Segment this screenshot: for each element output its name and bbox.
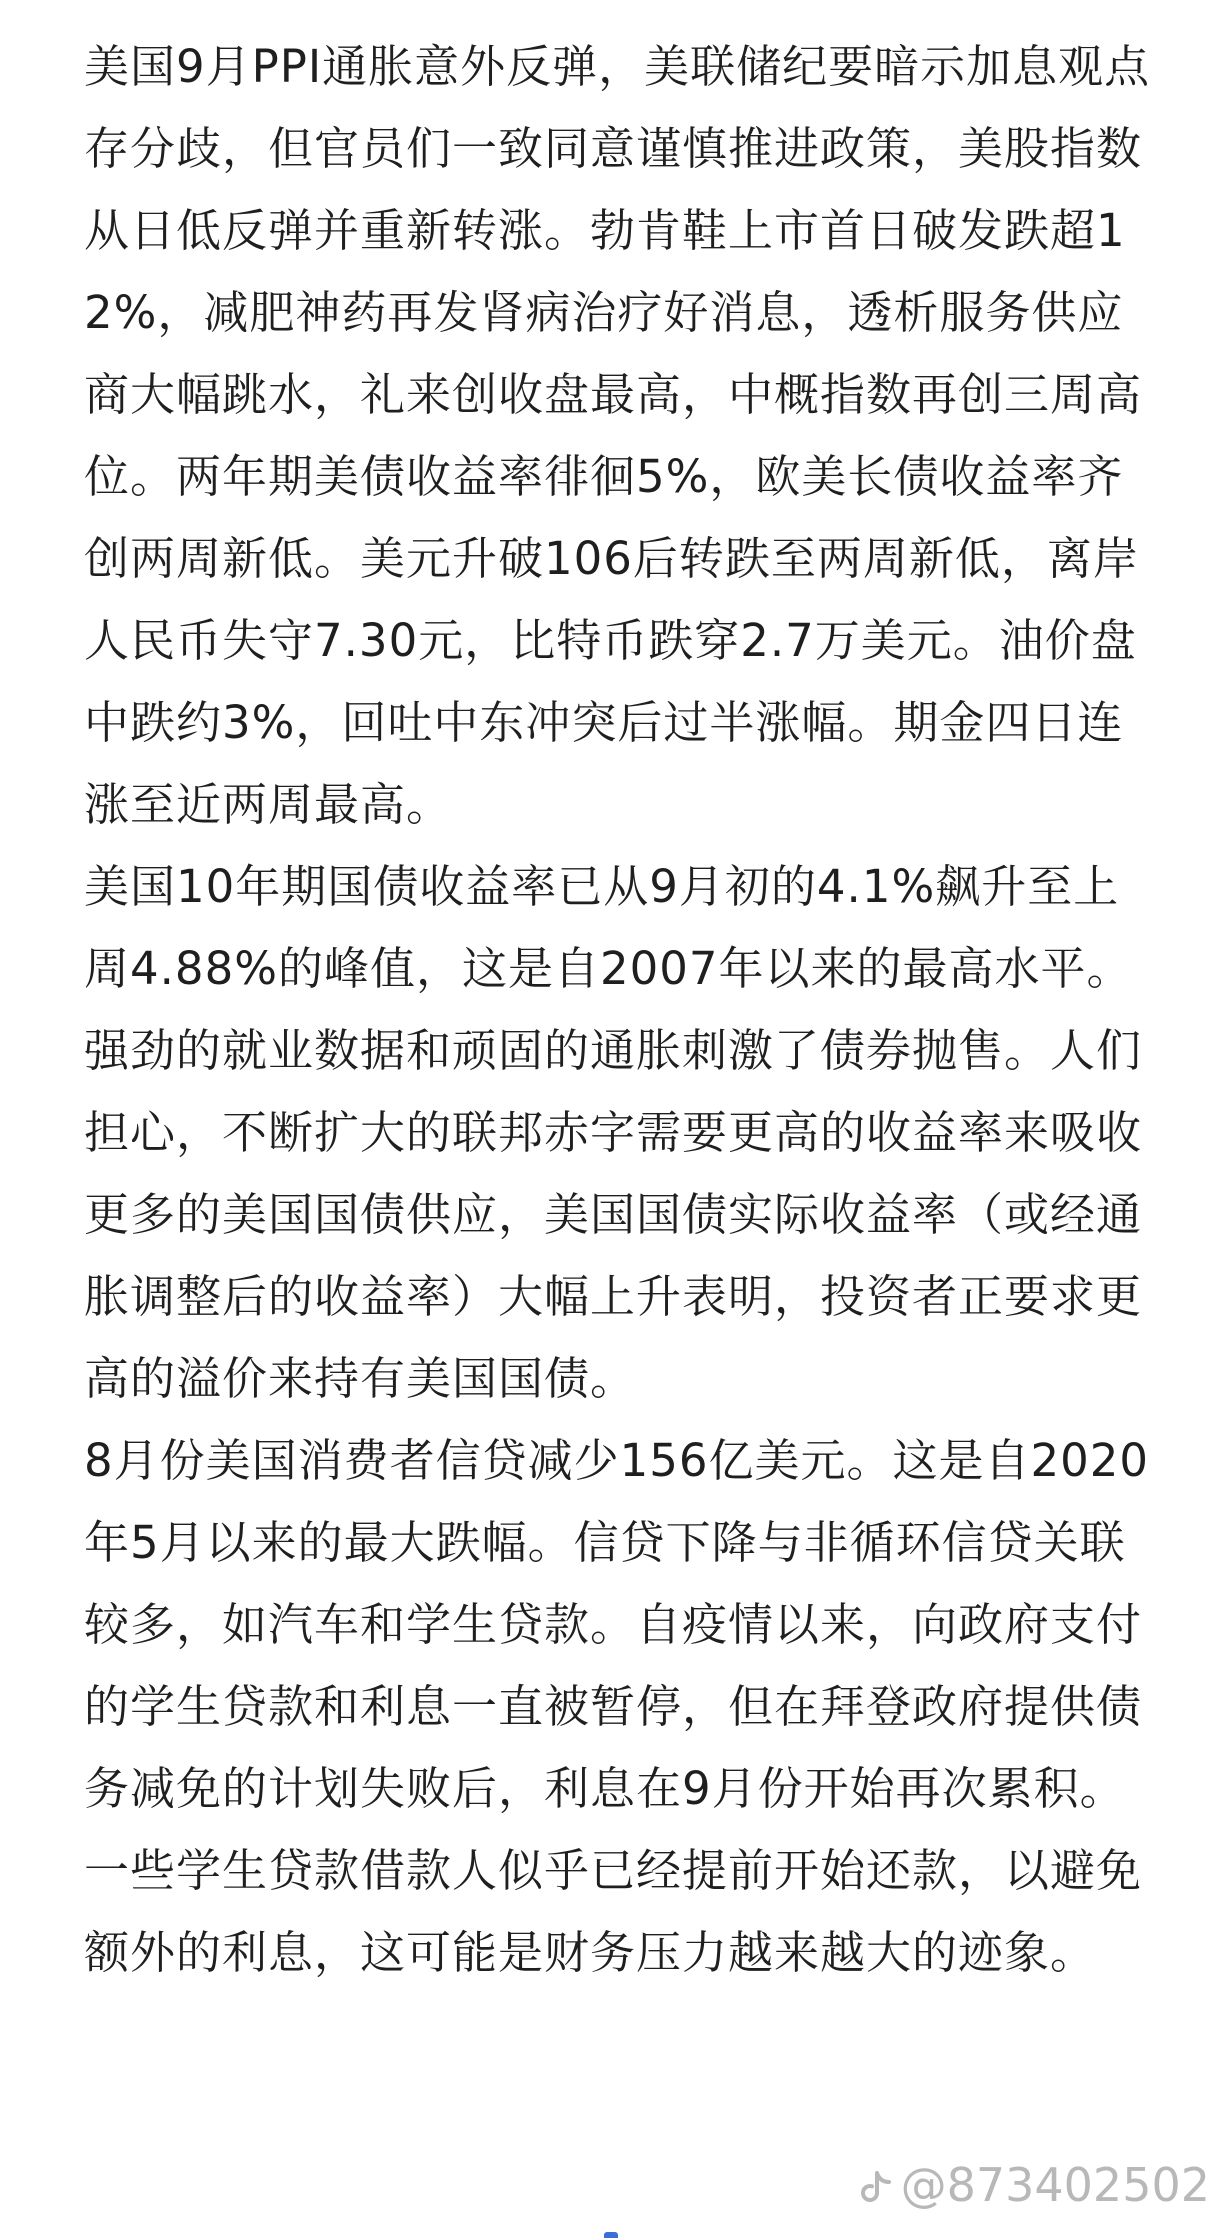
paragraph-market-summary: 美国9月PPI通胀意外反弹，美联储纪要暗示加息观点存分歧，但官员们一致同意谨慎推进政策，美股指数从日低反弹并重新转涨。勃肯鞋上市首日破发跌超12%，减肥神药再发肾病治疗好消息，透析服务供应商大幅跳水，礼来创收盘最高，中概指数再创三周高位。两年期美债收益率徘徊5%，欧美长债收益率齐创两周新低。美元升破106后转跌至两周新低，离岸人民币失守7.30元，比特币跌穿2.7万美元。油价盘中跌约3%，回吐中东冲突后过半涨幅。期金四日连涨至近两周最高。 (84, 40, 1151, 831)
paragraph-treasury-yields: 美国10年期国债收益率已从9月初的4.1%飙升至上周4.88%的峰值，这是自2007年以来的最高水平。强劲的就业数据和顽固的通胀刺激了债券抛售。人们担心，不断扩大的联邦赤字需要更高的收益率来吸收更多的美国国债供应，美国国债实际收益率（或经通胀调整后的收益率）大幅上升表明，投资者正要求更高的溢价来持有美国国债。 (84, 860, 1143, 1405)
douyin-note-icon (855, 2165, 895, 2205)
article-body (84, 26, 1164, 1994)
paragraph-consumer-credit: 8月份美国消费者信贷减少156亿美元。这是自2020年5月以来的最大跌幅。信贷下降与非循环信贷关联较多，如汽车和学生贷款。自疫情以来，向政府支付的学生贷款和利息一直被暂停，但在拜登政府提供债务减免的计划失败后，利息在9月份开始再次累积。一些学生贷款借款人似乎已经提前开始还款，以避免额外的利息，这可能是财务压力越来越大的迹象。 (84, 1434, 1150, 1979)
scroll-indicator (604, 2232, 618, 2238)
watermark-handle: @873402502 (900, 2158, 1210, 2212)
watermark (855, 2158, 1210, 2212)
